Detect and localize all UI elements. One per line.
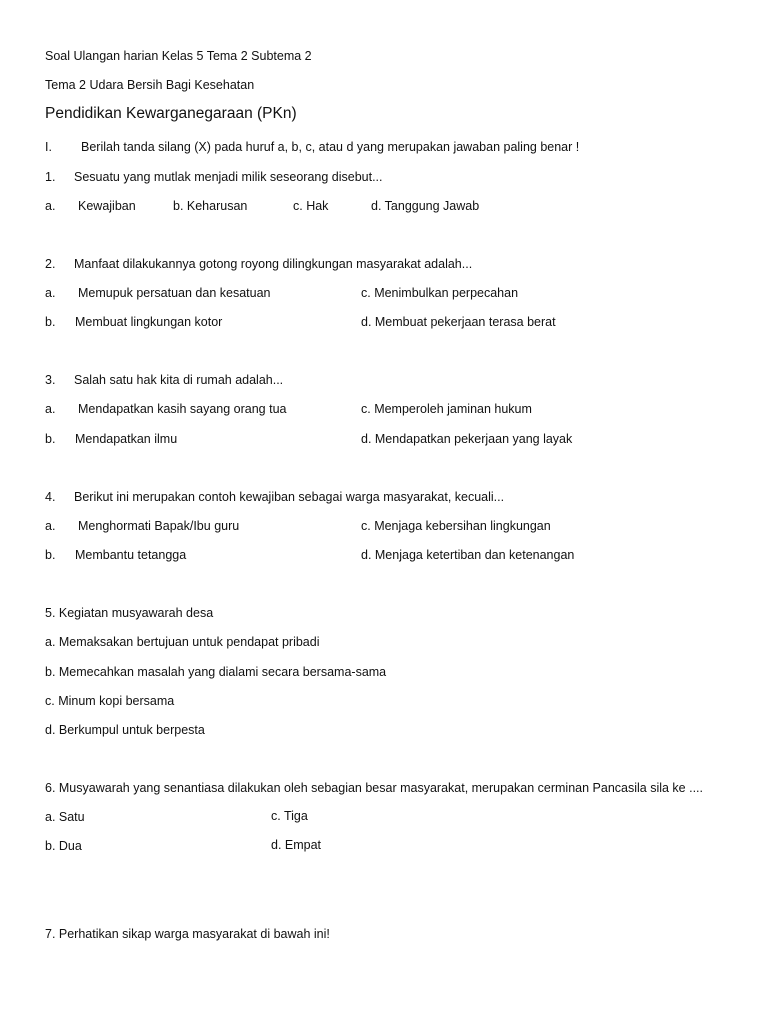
- q4-number: 4.: [45, 490, 56, 504]
- q3-text: Salah satu hak kita di rumah adalah...: [74, 373, 284, 387]
- subject-title: Pendidikan Kewarganegaraan (PKn): [45, 105, 297, 122]
- q1-option-a: Kewajiban: [78, 199, 136, 213]
- q4-option-c: c. Menjaga kebersihan lingkungan: [361, 519, 551, 533]
- q3-option-a: Mendapatkan kasih sayang orang tua: [78, 402, 287, 416]
- q4-option-d: d. Menjaga ketertiban dan ketenangan: [361, 548, 575, 562]
- q4-option-a-letter: a.: [45, 519, 56, 533]
- q6-option-d: d. Empat: [271, 838, 322, 852]
- q1-option-c: c. Hak: [293, 199, 329, 213]
- q4-option-a: Menghormati Bapak/Ibu guru: [78, 519, 240, 533]
- q6-option-a: a. Satu: [45, 810, 85, 824]
- q2-option-a: Memupuk persatuan dan kesatuan: [78, 286, 271, 300]
- q6-option-c: c. Tiga: [271, 809, 308, 823]
- section-number: I.: [45, 140, 52, 154]
- q6-option-b: b. Dua: [45, 839, 82, 853]
- q2-option-b: Membuat lingkungan kotor: [75, 315, 223, 329]
- q4-option-b: Membantu tetangga: [75, 548, 187, 562]
- q2-text: Manfaat dilakukannya gotong royong dilingkungan masyarakat adalah...: [74, 257, 473, 271]
- q2-option-c: c. Menimbulkan perpecahan: [361, 286, 519, 300]
- q5-option-b: b. Memecahkan masalah yang dialami secara bersama-sama: [45, 665, 387, 679]
- q1-number: 1.: [45, 170, 56, 184]
- q2-option-a-letter: a.: [45, 286, 56, 300]
- q3-number: 3.: [45, 373, 56, 387]
- q6-text: 6. Musyawarah yang senantiasa dilakukan oleh sebagian besar masyarakat, merupakan cerminan Pancasila sila ke ....: [45, 781, 704, 795]
- q2-number: 2.: [45, 257, 56, 271]
- q4-option-b-letter: b.: [45, 548, 56, 562]
- q2-option-b-letter: b.: [45, 315, 56, 329]
- q3-option-c: c. Memperoleh jaminan hukum: [361, 402, 532, 416]
- q3-option-a-letter: a.: [45, 402, 56, 416]
- q1-option-a-letter: a.: [45, 199, 56, 213]
- q1-option-d: d. Tanggung Jawab: [371, 199, 480, 213]
- q4-text: Berikut ini merupakan contoh kewajiban sebagai warga masyarakat, kecuali...: [74, 490, 505, 504]
- q5-option-d: d. Berkumpul untuk berpesta: [45, 723, 205, 737]
- header-line-1: Soal Ulangan harian Kelas 5 Tema 2 Subtema 2: [45, 49, 312, 63]
- q5-option-c: c. Minum kopi bersama: [45, 694, 175, 708]
- section-instruction: Berilah tanda silang (X) pada huruf a, b, c, atau d yang merupakan jawaban paling benar !: [81, 140, 580, 154]
- q1-option-b: b. Keharusan: [173, 199, 248, 213]
- q5-text: 5. Kegiatan musyawarah desa: [45, 606, 214, 620]
- q2-option-d: d. Membuat pekerjaan terasa berat: [361, 315, 556, 329]
- q5-option-a: a. Memaksakan bertujuan untuk pendapat pribadi: [45, 635, 320, 649]
- q7-text: 7. Perhatikan sikap warga masyarakat di bawah ini!: [45, 927, 330, 941]
- header-line-2: Tema 2 Udara Bersih Bagi Kesehatan: [45, 78, 255, 92]
- q3-option-b: Mendapatkan ilmu: [75, 432, 178, 446]
- q3-option-b-letter: b.: [45, 432, 56, 446]
- q1-text: Sesuatu yang mutlak menjadi milik seseorang disebut...: [74, 170, 383, 184]
- q3-option-d: d. Mendapatkan pekerjaan yang layak: [361, 432, 573, 446]
